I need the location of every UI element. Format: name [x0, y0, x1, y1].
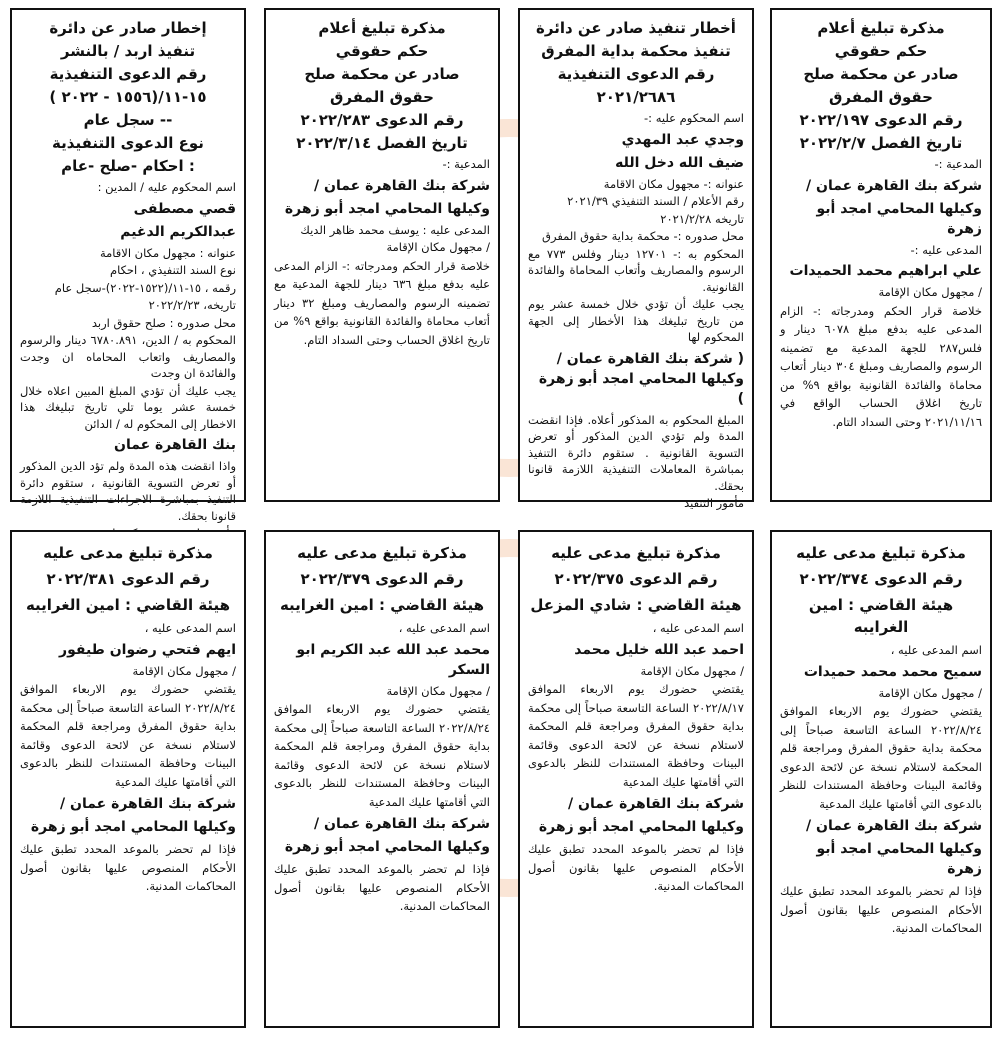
notice-line: مذكرة تبليغ مدعى عليه — [551, 544, 721, 562]
notice-line: أخطار تنفيذ صادر عن دائرة — [536, 19, 736, 37]
notice-line: وكيلها المحامي امجد أبو زهرة — [30, 819, 236, 835]
notice-line: مذكرة تبليغ أعلام — [817, 19, 945, 37]
notice-line: هيئة القاضي : امين الغرايبه — [279, 596, 485, 614]
notice-line: قصي مصطفى — [133, 200, 236, 217]
notice-line: شركة بنك القاهرة عمان / — [806, 818, 982, 834]
notice-line: هيئة القاضي : شادي المزعل — [530, 596, 742, 614]
notice-line: اسم المدعى عليه ، — [890, 643, 982, 657]
notice-line: / مجهول مكان الإقامة — [878, 685, 982, 700]
notice-top-3 — [264, 8, 500, 502]
notice-line: حقوق المفرق — [828, 88, 933, 106]
notice-line: محل صدوره : صلح حقوق اربد — [91, 315, 236, 330]
notice-line: فإذا لم تحضر بالموعد المحدد تطبق عليك الأحكام المنصوص عليها بقانون أصول المحاكمات المدنية. — [780, 884, 982, 935]
notice-line: رقم الدعوى التنفيذية — [49, 65, 207, 83]
notice-line: وكيلها المحامي امجد أبو زهرة — [816, 200, 982, 237]
notice-line: ٢٠٢١/٢٦٨٦ — [596, 88, 676, 106]
notice-line: نوع السند التنفيذي ، احكام — [109, 263, 236, 277]
notice-line: ( شركة بنك القاهرة عمان / وكيلها المحامي امجد أبو زهرة ) — [538, 350, 744, 407]
notice-line: وكيلها المحامي امجد أبو زهرة — [284, 200, 490, 217]
notice-line: ضيف الله دخل الله — [615, 154, 744, 171]
notice-line: مأمور التنفيذ — [684, 496, 744, 510]
notice-line: تنفيذ اربد / بالنشر — [60, 42, 196, 60]
notice-line: اسم المدعى عليه ، — [652, 621, 744, 635]
notice-line: وجدي عبد المهدي — [621, 131, 744, 148]
notice-line: ايهم فتحي رضوان طيفور — [59, 641, 236, 658]
notice-line: وكيلها المحامي امجد أبو زهرة — [816, 841, 982, 877]
notice-bottom-1 — [770, 530, 992, 1028]
notice-line: رقم الدعوى التنفيذية — [557, 65, 715, 83]
notice-line: اسم المدعى عليه ، — [144, 621, 236, 635]
notice-line: رقم الدعوى ٢٠٢٢/٢٨٣ — [300, 111, 464, 129]
notice-line: خلاصة قرار الحكم ومدرجاته :- الزام المدعى عليه بدفع مبلغ ٦٠٧٨ دينار و فلس٢٨٧ للجهة المدعية مع تضمينه الرسوم والمصاريف ومبلغ ٣٠٤ دينار أتعاب محاماة والفائدة القانونية بواقع ٩% من تاريخ اغلاق الحساب الواقع في ٢٠٢١/١١/١٦ وحتى السداد التام. — [780, 303, 983, 429]
notice-line: رقم الدعوى ٢٠٢٢/٣٧٩ — [300, 570, 464, 588]
notice-line: المدعية :- — [442, 157, 490, 171]
notice-bottom-2 — [518, 530, 754, 1028]
notice-line: اسم المحكوم عليه :- — [644, 111, 744, 125]
notice-top-2 — [518, 8, 754, 510]
notice-line: فإذا لم تحضر بالموعد المحدد تطبق عليك الأحكام المنصوص عليها بقانون أصول المحاكمات المدنية. — [528, 842, 744, 893]
notice-line: شركة بنك القاهرة عمان / — [806, 177, 982, 194]
notice-line: -- سجل عام — [83, 111, 173, 129]
notice-line: هيئة القاضي : امين الغرايبه — [808, 596, 954, 636]
notice-line: المدعى عليه :- — [910, 242, 982, 257]
notice-line: محمد عبد الله عبد الكريم ابو السكر — [296, 641, 490, 678]
notice-line: محل صدوره :- محكمة بداية حقوق المفرق — [542, 229, 744, 243]
notice-line: المدعية :- — [934, 157, 982, 171]
notice-line: رقم الأعلام / السند التنفيذي ٢٠٢١/٣٩ — [567, 194, 744, 208]
notice-line: يجب عليك أن تؤدي المبلغ المبين اعلاه خلال خمسة عشر يوما تلي تاريخ تبليغك هذا الاخطار إلى المحكوم له / الدائن — [20, 383, 236, 431]
notice-line: يقتضي حضورك يوم الاربعاء الموافق ٢٠٢٢/٨/٢٤ الساعة التاسعة صباحاً إلى محكمة بداية حقوق المفرق ومراجعة قلم المحكمة لاستلام نسخة عن لائحة الدعوى وقائمة البينات وحافظة المستندات للنظر بالدعوى التي أقامتها عليك المدعية — [780, 704, 982, 811]
notice-line: شركة بنك القاهرة عمان / — [568, 796, 744, 812]
notice-line: اسم المحكوم عليه / المدين : — [97, 180, 236, 194]
notice-line: نوع الدعوى التنفيذية — [52, 134, 204, 152]
notice-line: يجب عليك أن تؤدي خلال خمسة عشر يوم من تاريخ تبليغك هذا الأخطار إلى الجهة المحكوم لها — [528, 297, 744, 344]
notice-line: سميح محمد محمد حميدات — [803, 663, 982, 680]
notice-line: يقتضي حضورك يوم الاربعاء الموافق ٢٠٢٢/٨/٢٤ الساعة التاسعة صباحاً إلى محكمة بداية حقوق المفرق ومراجعة قلم المحكمة لاستلام نسخة عن لائحة الدعوى وقائمة البينات وحافظة المستندات للنظر بالدعوى التي أقامتها عليك المدعية — [274, 702, 490, 809]
notice-line: المحكوم به :- ١٢٧٠١ دينار وفلس ٧٧٣ مع الرسوم والمصاريف وأتعاب المحاماة والفائدة القانونية. — [528, 246, 744, 294]
notice-line: يقتضي حضورك يوم الاربعاء الموافق ٢٠٢٢/٨/١٧ الساعة التاسعة صباحاً إلى محكمة بداية حقوق المفرق ومراجعة قلم المحكمة لاستلام نسخة عن لائحة الدعوى وقائمة البينات وحافظة المستندات للنظر بالدعوى التي أقامتها عليك المدعية — [528, 682, 744, 789]
notice-line: احمد عبد الله خليل محمد — [574, 641, 744, 658]
notice-line: رقم الدعوى ٢٠٢٢/٣٧٥ — [554, 570, 718, 588]
notice-line: هيئة القاضي : امين الغرايبه — [25, 596, 231, 614]
notice-line: مذكرة تبليغ مدعى عليه — [43, 544, 213, 562]
notice-line: صادر عن محكمة صلح — [304, 65, 460, 83]
notice-line: علي ابراهيم محمد الحميدات — [789, 263, 982, 279]
notice-line: شركة بنك القاهرة عمان / — [60, 796, 236, 812]
notice-line: وكيلها المحامي امجد أبو زهرة — [538, 819, 744, 835]
notice-line: حقوق المفرق — [329, 88, 434, 106]
notice-line: تاريخه، ٢٠٢٢/٢/٢٣ — [148, 298, 236, 312]
notice-line: مذكرة تبليغ مدعى عليه — [796, 544, 966, 562]
notice-line: وكيلها المحامي امجد أبو زهرة — [284, 839, 490, 855]
notice-line: حكم حقوقي — [335, 42, 429, 60]
notice-line: خلاصة قرار الحكم ومدرجاته :- الزام المدعى عليه بدفع مبلغ ٦٣٦ دينار للجهة المدعية مع تضمينه الرسوم والمصاريف ومبلغ ٣٢ دينار أتعاب محاماة والفائدة القانونية بواقع ٩% من تاريخ اغلاق الحساب وحتى السداد التام. — [274, 258, 490, 347]
notice-line: ١٥-١١/(١٥٥٦ - ٢٠٢٢ ) — [49, 88, 207, 106]
notice-line: بنك القاهرة عمان — [114, 437, 236, 453]
notice-line: حكم حقوقي — [834, 42, 928, 60]
notice-line: / مجهول مكان الإقامة — [386, 683, 490, 698]
notice-line: عنوانه : مجهول مكان الاقامة — [99, 245, 236, 260]
notice-line: المحكوم به / الدين، ٦٧٨٠.٨٩١ دينار والرسوم والمصاريف واتعاب المحاماه ان وجدت والفائدة ان وجدت — [20, 333, 236, 380]
notice-line: / مجهول مكان الإقامة — [640, 663, 744, 678]
notice-line: تاريخ الفصل ٢٠٢٢/٢/٧ — [799, 134, 963, 152]
notice-line: إخطار صادر عن دائرة — [49, 19, 207, 37]
notice-line: رقم الدعوى ٢٠٢٢/٣٨١ — [46, 570, 210, 588]
notice-line: تاريخ الفصل ٢٠٢٢/٣/١٤ — [296, 134, 468, 152]
notice-line: عنوانه :- مجهول مكان الاقامة — [603, 176, 744, 191]
notice-line: يقتضي حضورك يوم الاربعاء الموافق ٢٠٢٢/٨/٢٤ الساعة التاسعة صباحاً إلى محكمة بداية حقوق المفرق ومراجعة قلم المحكمة لاستلام نسخة عن لائحة الدعوى وقائمة البينات وحافظة المستندات للنظر بالدعوى التي أقامتها عليك المدعية — [20, 682, 236, 789]
notice-line: تنفيذ محكمة بداية المفرق — [541, 42, 731, 60]
notice-top-1 — [770, 8, 992, 502]
notice-line: شركة بنك القاهرة عمان / — [314, 177, 490, 194]
notice-bottom-4 — [10, 530, 246, 1028]
notice-line: رقم الدعوى ٢٠٢٢/٣٧٤ — [799, 570, 963, 588]
notice-line: صادر عن محكمة صلح — [803, 65, 959, 83]
notice-bottom-3 — [264, 530, 500, 1028]
notice-line: شركة بنك القاهرة عمان / — [314, 816, 490, 832]
notice-line: واذا انقضت هذه المدة ولم تؤد الدين المذكور أو تعرض التسوية القانونية ، ستقوم دائرة التنفيذ بمباشرة الاجراءات التنفيذية اللازمة قانونا بحقك. — [20, 459, 236, 523]
notice-line: مذكرة تبليغ مدعى عليه — [297, 544, 467, 562]
notice-line: المدعى عليه : يوسف محمد ظاهر الديك — [300, 222, 490, 237]
notice-line: رقم الدعوى ٢٠٢٢/١٩٧ — [799, 111, 963, 129]
notice-line: تاريخه ٢٠٢١/٢/٢٨ — [660, 211, 744, 226]
notice-line: / مجهول مكان الإقامة — [386, 240, 490, 254]
notice-line: المبلغ المحكوم به المذكور أعلاه. فإذا انقضت المدة ولم تؤدي الدين المذكور أو تعرض التسوية القانونية . ستقوم دائرة التنفيذ بمباشرة المعاملات التنفيذية اللازمة قانونا بحقك. — [528, 412, 744, 493]
notice-line: اسم المدعى عليه ، — [398, 621, 490, 635]
notice-line: / مجهول مكان الإقامة — [132, 663, 236, 678]
notice-line: رقمه ، ١٥-١١/(١٥٢٢-٢٠٢٢)-سجل عام — [54, 280, 236, 295]
notice-line: عبدالكريم الدغيم — [120, 223, 236, 240]
notice-line: فإذا لم تحضر بالموعد المحدد تطبق عليك الأحكام المنصوص عليها بقانون أصول المحاكمات المدنية. — [20, 842, 236, 893]
notice-line: فإذا لم تحضر بالموعد المحدد تطبق عليك الأحكام المنصوص عليها بقانون أصول المحاكمات المدنية. — [274, 862, 490, 913]
notices-page — [10, 8, 990, 1030]
notice-line: / مجهول مكان الإقامة — [878, 285, 982, 299]
notice-line: مذكرة تبليغ أعلام — [318, 19, 446, 37]
notice-top-4 — [10, 8, 246, 523]
notice-line: : احكام -صلح -عام — [61, 157, 195, 175]
